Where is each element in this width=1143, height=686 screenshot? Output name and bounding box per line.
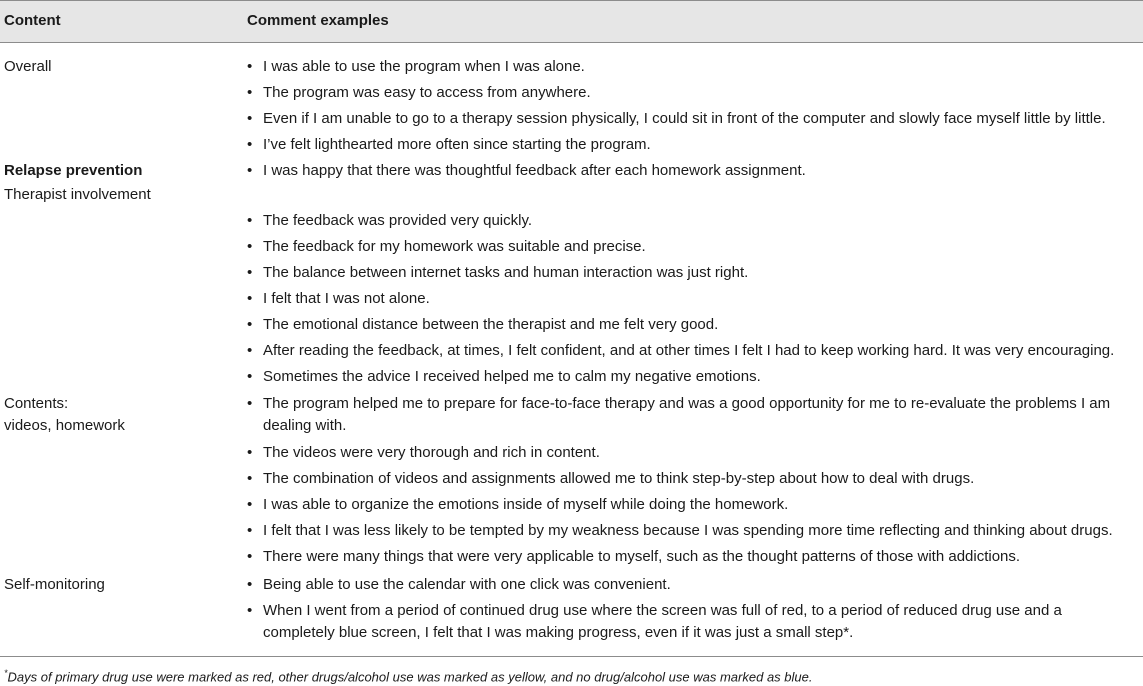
list-item: • I’ve felt lighthearted more often since starting the program. [247, 134, 1137, 156]
bullet: • [247, 548, 253, 565]
category-contents: Contents: [4, 395, 69, 412]
bullet: • [247, 444, 253, 461]
bullet: • [247, 470, 253, 487]
list-item: • After reading the feedback, at times, I felt confident, and at other times I felt I had to keep working hard. It was very encouraging. [247, 340, 1137, 362]
list-item: • The program helped me to prepare for face-to-face therapy and was a good opportunity for me to re-evaluate the problems I am [247, 393, 1137, 415]
bottom-rule [0, 656, 1143, 657]
list-item: • I felt that I was less likely to be tempted by my weakness because I was spending more time reflecting and thinking about drugs. [247, 520, 1137, 542]
footnote [4, 664, 812, 686]
list-item: • The combination of videos and assignments allowed me to think step-by-step about how to deal with drugs. [247, 468, 1137, 490]
header-rule [0, 42, 1143, 43]
category-self-monitoring: Self-monitoring [4, 576, 105, 593]
list-item-continuation: dealing with. [263, 417, 347, 434]
category-overall: Overall [4, 58, 52, 75]
category-contents-line2: videos, homework [4, 417, 125, 434]
list-item: • The emotional distance between the therapist and me felt very good. [247, 314, 1137, 336]
bullet: • [247, 522, 253, 539]
table-header-band [0, 0, 1143, 42]
bullet: • [247, 110, 253, 127]
list-item-continuation: completely blue screen, I felt that I was making progress, even if it was just a small step*. [263, 624, 854, 641]
bullet: • [247, 238, 253, 255]
list-item: • When I went from a period of continued drug use where the screen was full of red, to a period of reduced drug use and a [247, 600, 1137, 622]
top-rule [0, 0, 1143, 1]
list-item: • Sometimes the advice I received helped me to calm my negative emotions. [247, 366, 1137, 388]
footnote-text: Days of primary drug use were marked as red, other drugs/alcohol use was marked as yellow, and no drug/alcohol use was marked as blue. [7, 669, 813, 685]
list-item: • The balance between internet tasks and human interaction was just right. [247, 262, 1137, 284]
header-content: Content [4, 12, 61, 29]
list-item: • The feedback was provided very quickly. [247, 210, 1137, 232]
bullet: • [247, 602, 253, 619]
bullet: • [247, 264, 253, 281]
bullet: • [247, 576, 253, 593]
list-item: • I was able to use the program when I was alone. [247, 56, 1137, 78]
bullet: • [247, 136, 253, 153]
bullet: • [247, 162, 253, 179]
list-item: • The feedback for my homework was suitable and precise. [247, 236, 1137, 258]
bullet: • [247, 58, 253, 75]
list-item: • I felt that I was not alone. [247, 288, 1137, 310]
list-item: • I was happy that there was thoughtful feedback after each homework assignment. [247, 160, 1137, 182]
category-relapse-prevention: Relapse prevention [4, 162, 143, 179]
bullet: • [247, 496, 253, 513]
list-item: • Even if I am unable to go to a therapy session physically, I could sit in front of the computer and slowly face myself little by little. [247, 108, 1137, 130]
bullet: • [247, 342, 253, 359]
list-item: • Being able to use the calendar with one click was convenient. [247, 574, 1137, 596]
bullet: • [247, 368, 253, 385]
list-item: • I was able to organize the emotions inside of myself while doing the homework. [247, 494, 1137, 516]
list-item: • There were many things that were very applicable to myself, such as the thought patterns of those with addictions. [247, 546, 1137, 568]
list-item: • The program was easy to access from anywhere. [247, 82, 1137, 104]
bullet: • [247, 395, 253, 412]
bullet: • [247, 316, 253, 333]
bullet: • [247, 290, 253, 307]
list-item: • The videos were very thorough and rich in content. [247, 442, 1137, 464]
bullet: • [247, 212, 253, 229]
footnote-marker: * [4, 668, 8, 678]
bullet: • [247, 84, 253, 101]
header-comment-examples: Comment examples [247, 12, 389, 29]
subcategory-therapist-involvement: Therapist involvement [4, 186, 151, 203]
